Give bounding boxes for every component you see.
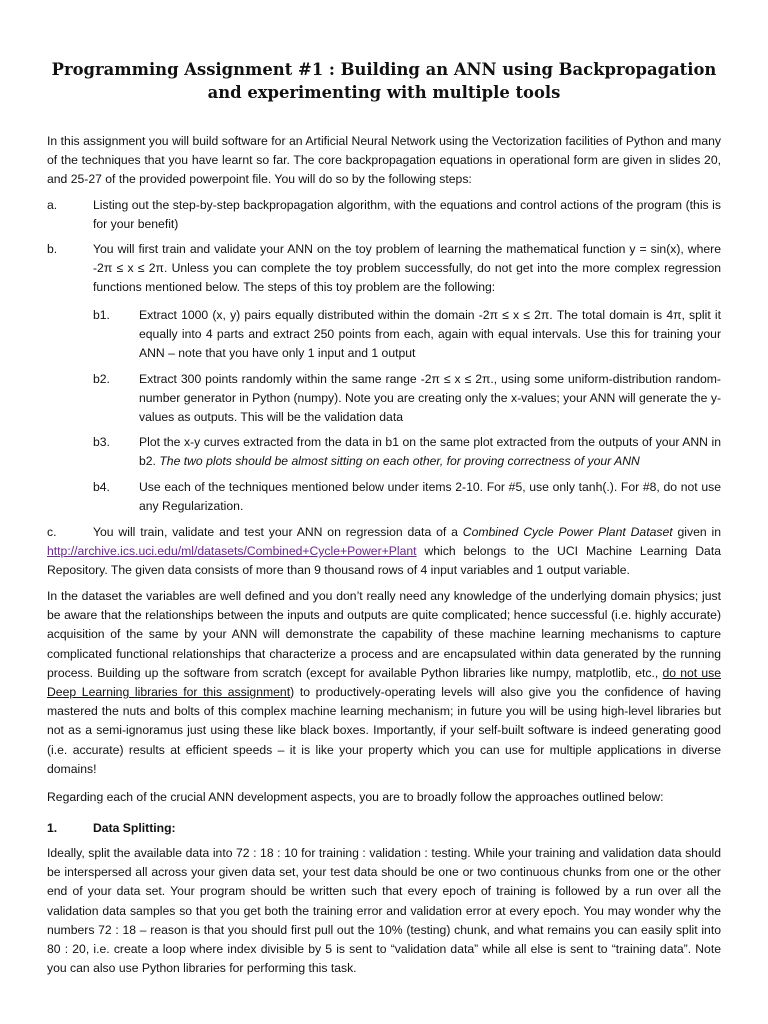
item-b4-label: b4.	[93, 480, 110, 494]
item-a-label: a.	[47, 198, 58, 212]
dataset-name: Combined Cycle Power Plant Dataset	[462, 525, 673, 539]
item-c-text-2: given in	[672, 525, 721, 539]
item-c-text-3: which belongs to the UCI Machine Learning Data Repository. The given data consists of more than 9 thousand rows of 4 input variables and 1 output variable.	[47, 544, 721, 578]
splitting-paragraph: Ideally, split the available data into 72 : 18 : 10 for training : validation : testing. While your training and validation data should be interspersed all across your given data set, your test data should be one or two continuous chunks from one or the other end of your data set. Your program should be written such that every epoch of training is followed by a run over all the validation data samples so that you get both the training error and validation error at every epoch. You may wonder why the numbers 72 : 18 – reason is that you should first pull out the 10% (testing) chunk, and what remains you can easily split into 80 : 20, i.e. create a loop where index divisible by 5 is sent to “validation data” while all else is sent to “training data”. Note you can also use Python libraries for performing this task.	[47, 846, 721, 976]
item-b3-label: b3.	[93, 435, 110, 449]
item-b3-text	[139, 433, 721, 471]
item-b3-text-italic: The two plots should be almost sitting on each other, for proving correctness of your ANN	[159, 454, 640, 469]
dataset-paragraph-text-2: ) to productively-operating levels will also give you the confidence of having mastered the nuts and bolts of this complex machine learning mechanism; in future you will be using high-level libraries but not as a semi-ignoramus just using these like black boxes. Importantly, if your self-built software is indeed generating good (i.e. accurate) results at efficient speeds – it is like your property which you can use for multiple applications in diverse domains!	[47, 685, 721, 776]
item-b1-label: b1.	[93, 308, 110, 322]
section-1-number: 1.	[47, 821, 58, 835]
item-b2-text: Extract 300 points randomly within the same range -2π ≤ x ≤ 2π., using some uniform-distribution random-number generator in Python (numpy). Note you are creating only the x-values; your ANN will generate the y-values as outputs. This will be the validation data	[139, 372, 721, 425]
item-b2-label: b2.	[93, 372, 110, 386]
dataset-link[interactable]: http://archive.ics.uci.edu/ml/datasets/Combined+Cycle+Power+Plant	[47, 544, 417, 559]
item-c-text	[47, 523, 721, 581]
page-title: Programming Assignment #1 : Building an ANN using Backpropagation and experimenting with multiple tools	[51, 60, 717, 102]
item-c-label: c.	[47, 525, 57, 539]
section-1-heading: Data Splitting:	[93, 821, 176, 835]
no-deep-learning-note: do not use Deep Learning libraries for this assignment	[47, 665, 722, 700]
regarding-paragraph: Regarding each of the crucial ANN development aspects, you are to broadly follow the approaches outlined below:	[47, 790, 664, 804]
item-b-text: You will first train and validate your ANN on the toy problem of learning the mathematical function y = sin(x), where -2π ≤ x ≤ 2π. Unless you can complete the toy problem successfully, do not get into the more complex regression functions mentioned below. The steps of this toy problem are the following:	[93, 242, 721, 295]
intro-paragraph: In this assignment you will build software for an Artificial Neural Network using the Vectorization facilities of Python and many of the techniques that you have learnt so far. The core backpropagation equations in operational form are given in slides 20, and 25-27 of the provided powerpoint file. You will do so by the following steps:	[47, 134, 721, 187]
item-b1-text: Extract 1000 (x, y) pairs equally distributed within the domain -2π ≤ x ≤ 2π. The total domain is 4π, split it equally into 4 parts and extract 250 points from each, again with equal intervals. Use this for training your ANN – note that you have only 1 input and 1 output	[139, 308, 721, 361]
item-b3-text-plain: Plot the x-y curves extracted from the data in b1 on the same plot extracted from the outputs of your ANN in b2.	[139, 435, 721, 469]
dataset-paragraph	[47, 587, 721, 779]
item-c-text-1: You will train, validate and test your ANN on regression data of a	[93, 525, 463, 539]
item-b-label: b.	[47, 242, 58, 256]
item-a-text: Listing out the step-by-step backpropagation algorithm, with the equations and control actions of the program (this is for your benefit)	[93, 198, 721, 232]
item-b4-text: Use each of the techniques mentioned below under items 2-10. For #5, use only tanh(.). For #8, do not use any Regularization.	[139, 480, 721, 514]
dataset-paragraph-text-1: In the dataset the variables are well defined and you don’t really need any knowledge of the underlying domain physics; just be aware that the relationships between the inputs and outputs are quite complicated; hence successful (i.e. highly accurate) acquisition of the same by your ANN will demonstrate the capability of these machine learning mechanisms to capture complicated functional relationships that characterize a process and are encapsulated within data generated by the running process. Building up the software from scratch (except for available Python libraries like numpy, matplotlib, etc.,	[47, 589, 721, 680]
